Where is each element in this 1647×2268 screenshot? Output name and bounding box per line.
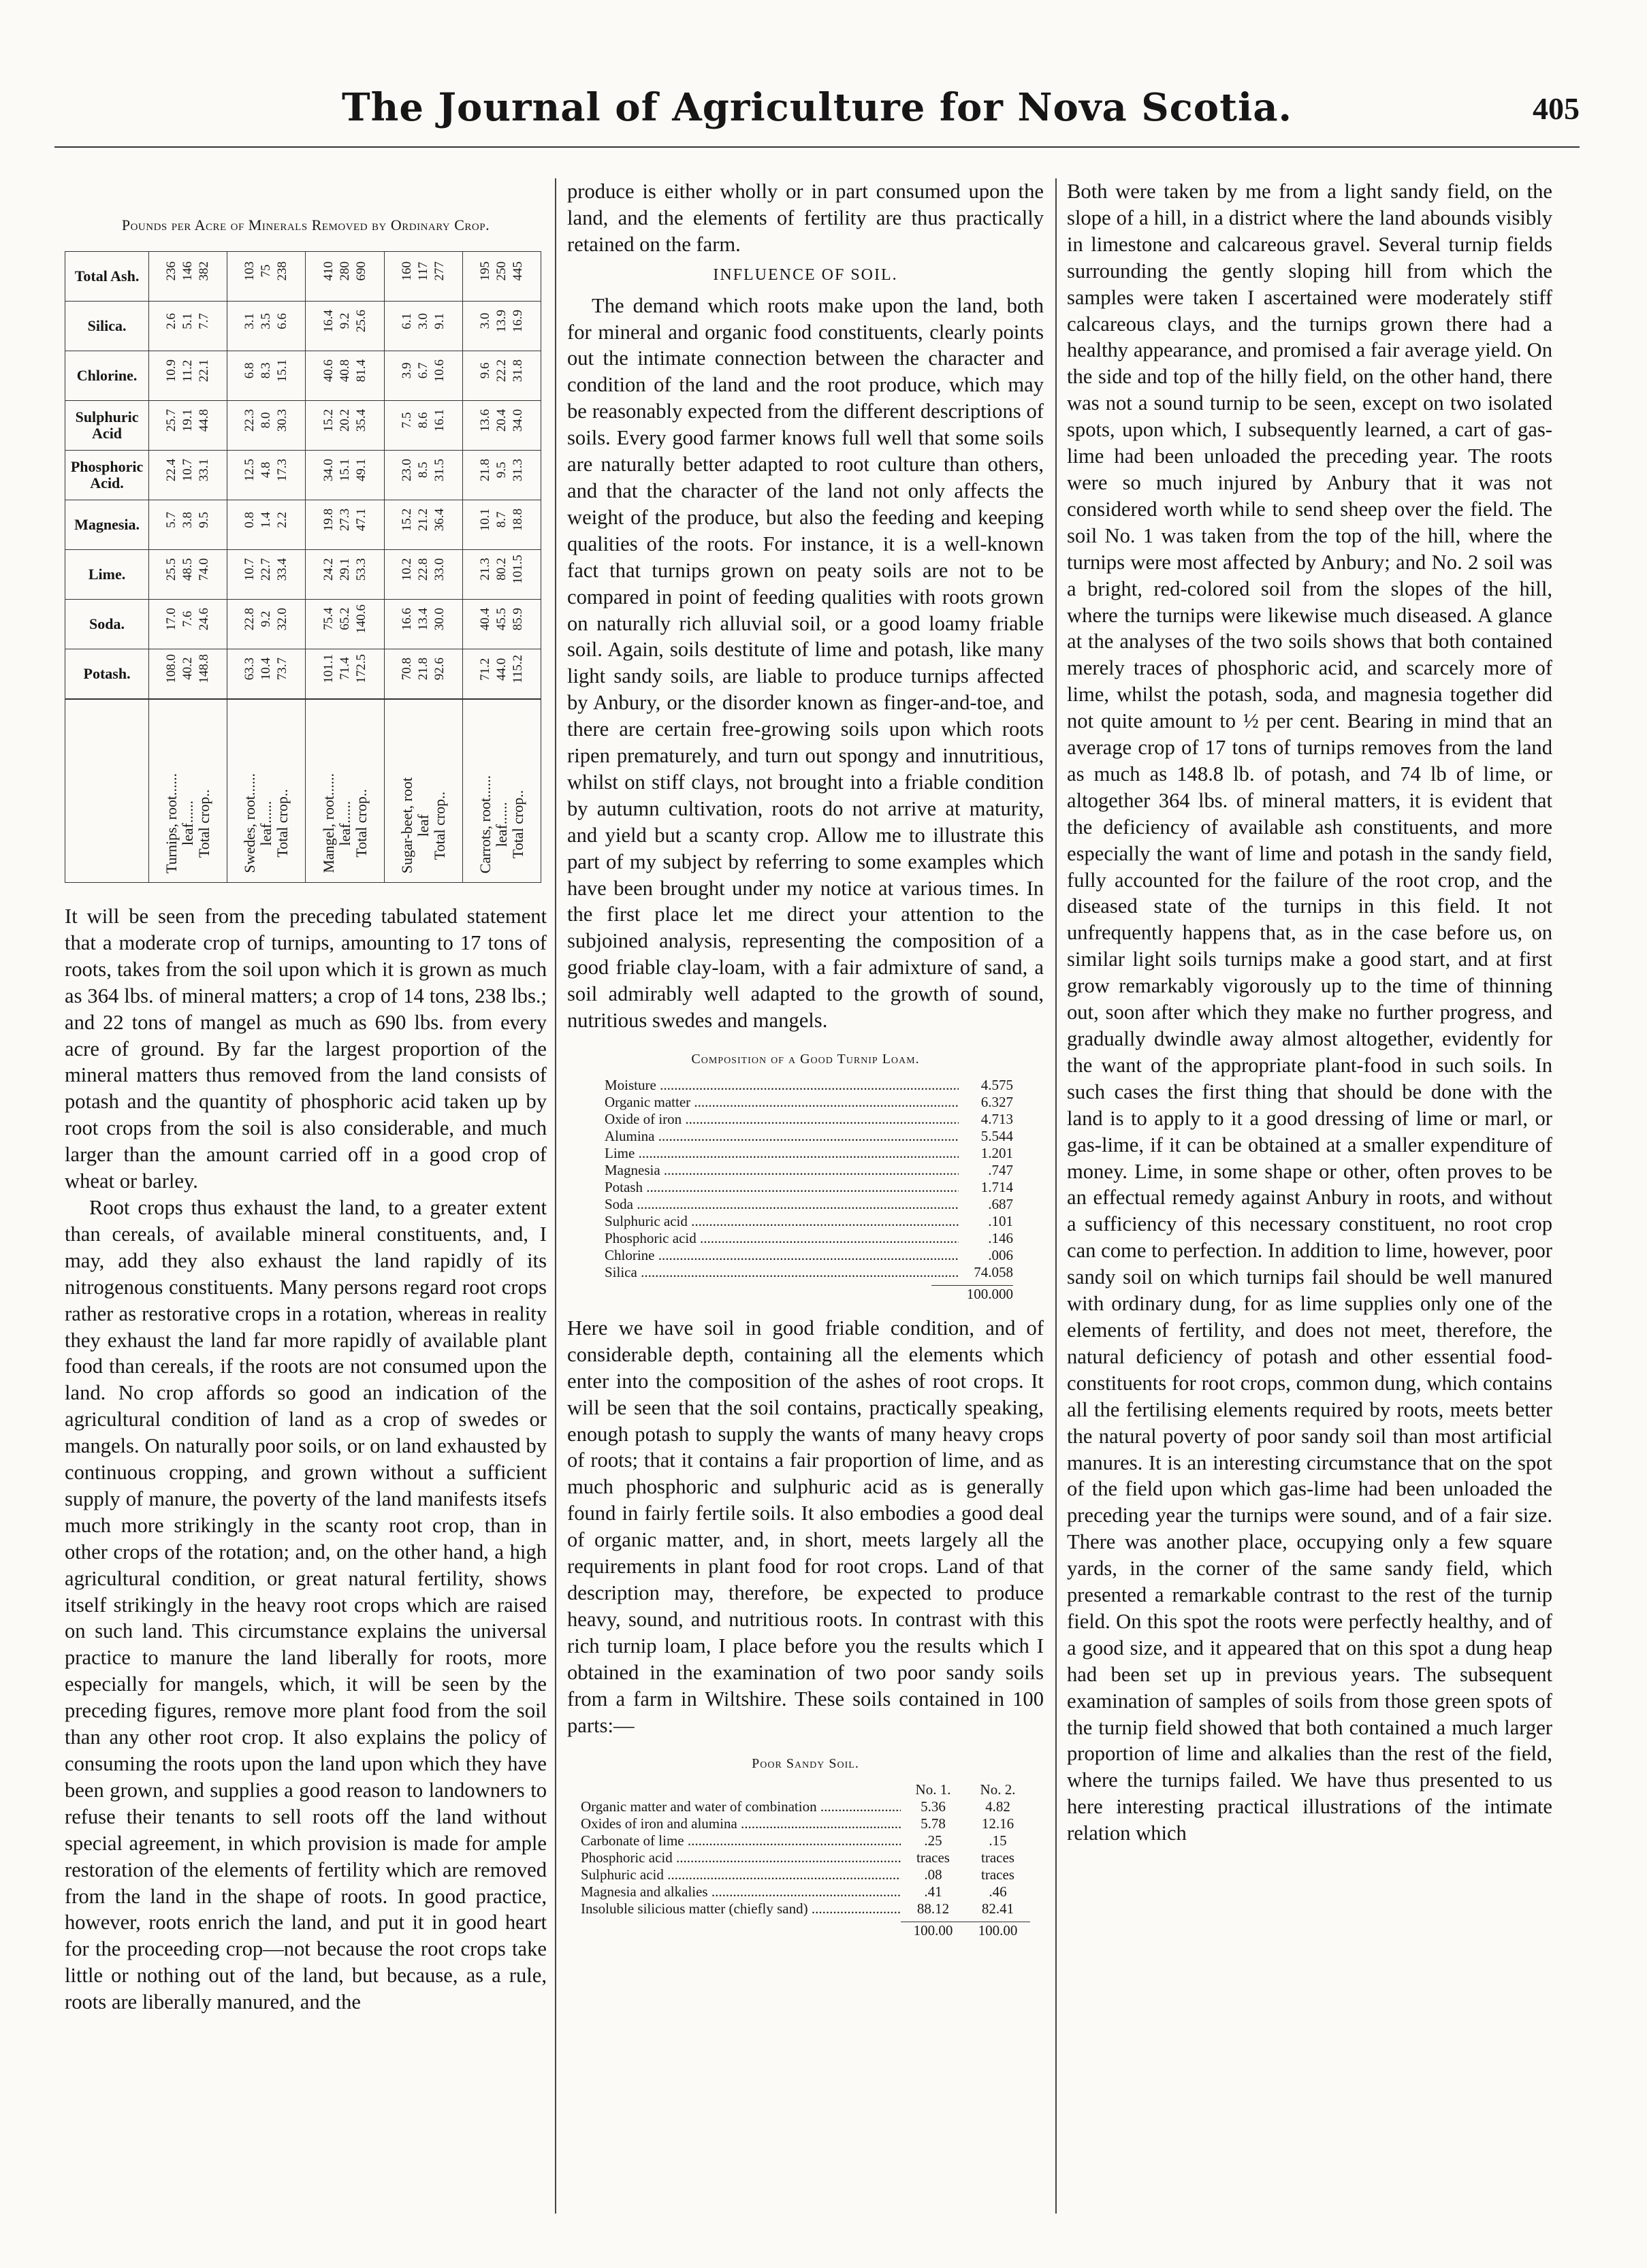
sandy-value-no1: .08 xyxy=(924,1866,942,1883)
sandy-row xyxy=(581,1832,1030,1849)
table-cell xyxy=(384,302,462,351)
cell-value: 195 250 445 xyxy=(477,261,525,281)
cell-value: 10.1 8.7 18.8 xyxy=(477,508,525,532)
cell-value: 410 280 690 xyxy=(321,261,368,281)
table-cell xyxy=(227,600,306,649)
row-label: Potash. xyxy=(65,649,149,700)
loam-label: Alumina ..... xyxy=(605,1128,959,1145)
sandy-row xyxy=(581,1849,1030,1866)
sandy-value-no2: 12.16 xyxy=(981,1815,1014,1832)
cell-value: 71.2 44.0 115.2 xyxy=(477,654,525,683)
running-header xyxy=(54,85,1580,148)
crop-label xyxy=(149,699,227,883)
table-cell xyxy=(306,451,384,500)
row-label: Lime. xyxy=(65,550,149,600)
table-cell xyxy=(227,550,306,600)
column-2 xyxy=(567,178,1044,2207)
cell-value: 0.8 1.4 2.2 xyxy=(242,511,290,528)
cell-value: 22.4 10.7 33.1 xyxy=(164,458,212,482)
table-cell xyxy=(149,401,227,451)
crop-label-text: Sugar-beet, root leaf Total crop.. xyxy=(398,777,448,874)
row-label: Total Ash. xyxy=(65,252,149,302)
loam-row xyxy=(605,1264,1013,1281)
loam-value: 74.058 xyxy=(974,1263,1013,1280)
loam-row xyxy=(605,1077,1013,1094)
loam-label: Organic matter ..... xyxy=(605,1094,959,1111)
sandy-row xyxy=(581,1866,1030,1883)
cell-value: 5.7 3.8 9.5 xyxy=(164,511,212,528)
cell-value: 34.0 15.1 49.1 xyxy=(321,458,368,482)
cell-value: 25.7 19.1 44.8 xyxy=(164,408,212,432)
loam-value: .101 xyxy=(988,1212,1013,1229)
cell-value: 23.0 8.5 31.5 xyxy=(399,458,447,482)
journal-title: The Journal of Agriculture for Nova Scotia. xyxy=(341,85,1293,130)
table-cell xyxy=(227,451,306,500)
cell-value: 40.4 45.5 85.9 xyxy=(477,607,525,631)
cell-value: 22.3 8.0 30.3 xyxy=(242,408,290,432)
sandy-value-no2: .46 xyxy=(989,1883,1007,1900)
sandy-label: Sulphuric acid ..... xyxy=(581,1866,901,1883)
loam-label: Chlorine ..... xyxy=(605,1247,959,1264)
table-cell xyxy=(306,302,384,351)
loam-label: Phosphoric acid ..... xyxy=(605,1230,959,1247)
column-header: No. 2. xyxy=(980,1781,1016,1798)
loam-label: Sulphuric acid ..... xyxy=(605,1213,959,1230)
table-cell xyxy=(306,401,384,451)
table-cell xyxy=(149,451,227,500)
table-cell xyxy=(462,500,541,550)
cell-value: 24.2 29.1 53.3 xyxy=(321,557,368,581)
sandy-value-no1: 5.78 xyxy=(921,1815,946,1832)
total-cell: 100.00 xyxy=(913,1922,953,1939)
crop-label xyxy=(384,699,462,883)
sandy-value-no1: .41 xyxy=(924,1883,942,1900)
sandy-label: Organic matter and water of combination ..... xyxy=(581,1798,901,1815)
cell-value: 17.0 7.6 24.6 xyxy=(164,607,212,631)
cell-value: 21.8 9.5 31.3 xyxy=(477,458,525,482)
cell-value: 236 146 382 xyxy=(164,261,212,281)
sandy-totals xyxy=(901,1922,1030,1939)
paragraph: It will be seen from the preceding tabulated statement that a moderate crop of turnips, amounting to 17 tons of roots, takes from the soil upon which it is grown as much as 364 lbs. of mineral matters; a crop of 14 tons, 238 lbs.; and 22 tons of mangel as much as 690 lbs. from every acre of ground. By far the largest proportion of the mineral matters thus removed from the land consists of potash and the quantity of phosphoric acid taken up by root crops from the soil is also considerable, and much larger than the amount carried off in a good crop of wheat or barley. xyxy=(65,905,547,1193)
crop-label-text: Carrots, root...... leaf...... Total crop.. xyxy=(476,775,526,874)
sandy-label: Magnesia and alkalies ..... xyxy=(581,1883,901,1900)
table-cell xyxy=(462,600,541,649)
crop-label-row xyxy=(65,699,541,883)
cell-value: 15.2 20.2 35.4 xyxy=(321,408,368,432)
sandy-value-no2: 4.82 xyxy=(985,1798,1010,1815)
cell-value: 2.6 5.1 7.7 xyxy=(164,312,212,329)
cell-value: 101.1 71.4 172.5 xyxy=(321,654,368,683)
table-cell xyxy=(384,451,462,500)
loam-table-caption: Composition of a Good Turnip Loam. xyxy=(691,1052,920,1067)
cell-value: 160 117 277 xyxy=(399,261,447,281)
table-cell xyxy=(227,252,306,302)
cell-value: 70.8 21.8 92.6 xyxy=(399,657,447,681)
sandy-table-header xyxy=(581,1781,1030,1798)
loam-value: 4.713 xyxy=(980,1110,1013,1127)
loam-label: Silica ..... xyxy=(605,1264,959,1281)
table-row xyxy=(65,649,541,700)
loam-row xyxy=(605,1247,1013,1264)
cell-value: 16.6 13.4 30.0 xyxy=(399,607,447,631)
table-cell xyxy=(149,351,227,401)
table-cell xyxy=(227,500,306,550)
loam-row xyxy=(605,1094,1013,1111)
cell-value: 25.5 48.5 74.0 xyxy=(164,557,212,581)
loam-row xyxy=(605,1111,1013,1128)
table-cell xyxy=(149,252,227,302)
loam-row xyxy=(605,1230,1013,1247)
loam-table xyxy=(605,1077,1013,1303)
cell-value: 103 75 238 xyxy=(242,261,290,281)
cell-value: 19.8 27.3 47.1 xyxy=(321,508,368,532)
minerals-table xyxy=(65,251,541,883)
loam-value: 1.714 xyxy=(980,1178,1013,1195)
sandy-value-no2: traces xyxy=(981,1866,1014,1883)
cell-value: 15.2 21.2 36.4 xyxy=(399,508,447,532)
sandy-label: Oxides of iron and alumina ..... xyxy=(581,1815,901,1832)
table-cell xyxy=(306,550,384,600)
loam-value: .006 xyxy=(988,1246,1013,1263)
table-cell xyxy=(227,649,306,700)
column-divider xyxy=(555,178,556,2214)
table-cell xyxy=(384,500,462,550)
sandy-label: Phosphoric acid ..... xyxy=(581,1849,901,1866)
sandy-value-no2: 82.41 xyxy=(981,1900,1014,1917)
loam-row xyxy=(605,1196,1013,1213)
loam-value: 4.575 xyxy=(980,1076,1013,1093)
sandy-row xyxy=(581,1815,1030,1832)
cell-value: 10.9 11.2 22.1 xyxy=(164,359,212,383)
sandy-value-no1: .25 xyxy=(924,1832,942,1849)
cell-value: 22.8 9.2 32.0 xyxy=(242,607,290,631)
cell-value: 3.1 3.5 6.6 xyxy=(242,312,290,329)
cell-value: 10.2 22.8 33.0 xyxy=(399,557,447,581)
table-row xyxy=(65,550,541,600)
table-cell xyxy=(462,451,541,500)
loam-row xyxy=(605,1213,1013,1230)
sandy-row xyxy=(581,1798,1030,1815)
loam-value: 5.544 xyxy=(980,1127,1013,1144)
cell-value: 9.6 22.2 31.8 xyxy=(477,359,525,383)
paragraph: produce is either wholly or in part consumed upon the land, and the elements of fertility are thus practically retained on the farm. xyxy=(567,180,1044,256)
column-3 xyxy=(1067,178,1552,2207)
loam-total: 100.000 xyxy=(931,1285,1013,1303)
crop-label xyxy=(306,699,384,883)
section-heading: INFLUENCE OF SOIL. xyxy=(713,265,898,284)
table-cell xyxy=(462,351,541,401)
paragraph: Root crops thus exhaust the land, to a greater extent than cereals, of available mineral constituents, and, I may, add they also exhaust the land rapidly of its nitrogenous constituents. Many persons regard root crops rather as restorative crops in a rotation, whereas in reality they exhaust the land far more rapidly of available plant food than cereals, if the roots are not consumed upon the land. No crop affords so good an indication of the agricultural condition of land as a crop of swedes or mangels. On naturally poor soils, or on land exhausted by continuous cropping, and grown without a sufficient supply of manure, the poverty of the land manifests itsefs much more strikingly in the scanty root crop, than in other crops of the rotation; and, on the other hand, a high agricultural condition, or great natural fertility, shows itself strikingly in the heavy root crops which are raised on such land. This circumstance explains the universal practice to manure the land liberally for roots, more especially for mangels, which, it will be seen by the preceding figures, remove more plant food from the soil than any other root crop. It also explains the policy of consuming the roots upon the land upon which they have been grown, and supplies a good reason to landowners to refuse their tenants to sell roots off the land without special agreement, in which provision is made for ample restoration of the elements of fertility which are removed from the land in the shape of roots. In good practice, however, roots enrich the land, and put it in good heart for the proceeding crop—not because the root crops take little or nothing out of the land, but because, as a rule, roots are liberally manured, and the xyxy=(65,1195,547,2014)
paragraph: Both were taken by me from a light sandy field, on the slope of a hill, in a district where the land abounds visibly in limestone and calcareous gravel. Several turnip fields surrounding the gently sloping hill from which the samples were taken I ascertained were moderately stiff calcareous clays, and the turnips grown there had a healthy appearance, and promised a fair average yield. On the side and top of the hilly field, on the other hand, there was not a sound turnip to be seen, except on two isolated spots, upon which, I subsequently learned, a cart of gas-lime had been unloaded the preceding year. The roots were so much injured by Anbury that it was not considered worth while to send sheep over the field. The soil No. 1 was taken from the top of the hill, where the turnips were most affected by Anbury; and No. 2 soil was a bright, red-colored soil from the slopes of the hill, where the turnips were likewise much diseased. A glance at the analyses of the two soils shows that both contained merely traces of phosphoric acid, and scarcely more of lime, whilst the potash, soda, and magnesia together did not quite amount to ½ per cent. Bearing in mind that an average crop of 17 tons of turnips removes from the land as much as 148.8 lb. of potash, and 74 lb of lime, or altogether 364 lbs. of mineral matters, it is evident that the deficiency of available ash constituents, and more especially the want of lime and potash in the sandy field, fully accounted for the failure of the root crop, and the diseased state of the turnips in this field. It not unfrequently happens that, as in the case before us, on similar light soils turnips make a good start, and at first grow remarkably vigorously up to the time of thinning out, soon after which they make no further progress, and gradually dwindle away almost altogether, evidently for the want of the appropriate plant-food in such soils. In such cases the first thing that should be done with the land is to apply to it a good dressing of lime or marl, or gas-lime, if it can be obtained at a smaller expenditure of money. Lime, in some shape or other, often proves to be an effectual remedy against Anbury in roots, and without a sufficiency of this necessary constituent, no root crop can come to perfection. In addition to lime, however, poor sandy soil on which turnips fail should be well manured with ordinary dung, for as lime supplies only one of the elements of fertility, and does not meet, therefore, the natural deficiency of potash and other essential food-constituents for root crops, common dung, which contains all the fertilising elements required by roots, meets better the natural poverty of poor sandy soil than most artificial manures. It is an interesting circumstance that on the spot of the field upon which gas-lime had been unloaded the preceding year the turnips were sound, and of a fair size. There was another place, occupying only a few square yards, in the corner of the same sandy field, which presented a remarkable contrast to the rest of the turnip field. On this spot the roots were perfectly healthy, and of a good size, and it appeared that on this spot a dung heap had been set up in previous years. The subsequent examination of samples of soils from those green spots of the turnip field showed that both contained a much larger proportion of lime and alkalies than the rest of the field, where the turnips failed. We have thus presented to us here interesting practical illustrations of the intimate relation which xyxy=(1067,180,1552,1845)
loam-label: Soda ..... xyxy=(605,1196,959,1213)
sandy-value-no1: 5.36 xyxy=(921,1798,946,1815)
sandy-label: Insoluble silicious matter (chiefly sand) ..... xyxy=(581,1900,901,1917)
crop-label xyxy=(462,699,541,883)
loam-value: 1.201 xyxy=(980,1144,1013,1161)
loam-label: Moisture ..... xyxy=(605,1077,959,1094)
row-label: Soda. xyxy=(65,600,149,649)
cell-value: 13.6 20.4 34.0 xyxy=(477,408,525,432)
table-cell xyxy=(306,500,384,550)
cell-value: 21.3 80.2 101.5 xyxy=(477,555,525,584)
loam-value: .687 xyxy=(988,1195,1013,1212)
sandy-value-no2: traces xyxy=(981,1849,1014,1866)
table-cell xyxy=(306,351,384,401)
cell-value: 16.4 9.2 25.6 xyxy=(321,309,368,333)
cell-value: 63.3 10.4 73.7 xyxy=(242,657,290,681)
loam-label: Oxide of iron ..... xyxy=(605,1111,959,1128)
minerals-table-caption: Pounds per Acre of Minerals Removed by Ordinary Crop. xyxy=(121,216,490,233)
cell-value: 75.4 65.2 140.6 xyxy=(321,604,368,634)
loam-value: .146 xyxy=(988,1229,1013,1246)
cell-value: 6.8 8.3 15.1 xyxy=(242,359,290,383)
table-cell xyxy=(384,550,462,600)
total-cell: 100.00 xyxy=(978,1922,1018,1939)
row-label: Silica. xyxy=(65,302,149,351)
loam-value: 6.327 xyxy=(980,1093,1013,1110)
table-cell xyxy=(384,649,462,700)
table-cell xyxy=(462,252,541,302)
table-cell xyxy=(462,649,541,700)
table-row xyxy=(65,401,541,451)
row-label: Phosphoric Acid. xyxy=(65,451,149,500)
sandy-soil-table xyxy=(581,1781,1030,1939)
table-row xyxy=(65,302,541,351)
row-label: Sulphuric Acid xyxy=(65,401,149,451)
sandy-label: Carbonate of lime ..... xyxy=(581,1832,901,1849)
table-cell xyxy=(462,401,541,451)
column-divider xyxy=(1055,178,1057,2214)
table-cell xyxy=(462,302,541,351)
table-cell xyxy=(384,401,462,451)
crop-label-text: Swedes, root...... leaf...... Total crop.. xyxy=(241,773,291,874)
table-cell xyxy=(227,302,306,351)
crop-label xyxy=(227,699,306,883)
crop-label-text: Turnips, root...... leaf...... Total crop.. xyxy=(163,773,213,874)
loam-value: .747 xyxy=(988,1161,1013,1178)
loam-row xyxy=(605,1179,1013,1196)
table-cell xyxy=(149,550,227,600)
cell-value: 108.0 40.2 148.8 xyxy=(164,654,212,683)
table-cell xyxy=(384,351,462,401)
table-cell xyxy=(227,351,306,401)
sandy-row xyxy=(581,1883,1030,1900)
cell-value: 7.5 8.6 16.1 xyxy=(399,408,447,432)
page-number: 405 xyxy=(1533,91,1580,126)
cell-value: 12.5 4.8 17.3 xyxy=(242,458,290,482)
paragraph: The demand which roots make upon the land, both for mineral and organic food constituents, clearly points out the intimate connection between the character and condition of the land and the root produce, which may be reasonably expected from the different descriptions of soils. Every good farmer knows full well that some soils are naturally better adapted to root culture than others, and that the character of the land not only affects the weight of the produce, but also the feeding and keeping qualities of the roots. For instance, it is a well-known fact that turnips grown on peaty soils are not to be compared in point of feeding qualities with roots grown on naturally rich alluvial soil, or a good loamy friable soil. Again, soils destitute of lime and potash, like many light sandy soils, are liable to produce turnips affected by Anbury, or the disorder known as finger-and-toe, and there are certain free-growing soils upon which roots ripen prematurely, and turn out spongy and innutritious, whilst on stiff clays, not brought into a friable condition by autumn cultivation, roots do not arrive at maturity, and yield but a scanty crop. Allow me to illustrate this part of my subject by referring to some examples which have been brought under my notice at various times. In the first place let me direct your attention to the subjoined analysis, representing the composition of a good friable clay-loam, with a fair admixture of sand, a soil admirably well adapted to the growth of sound, nutritious swedes and mangels. xyxy=(567,293,1044,1033)
loam-row xyxy=(605,1162,1013,1179)
loam-label: Magnesia ..... xyxy=(605,1162,959,1179)
cell-value: 3.0 13.9 16.9 xyxy=(477,309,525,333)
loam-label: Potash ..... xyxy=(605,1179,959,1196)
cell-value: 6.1 3.0 9.1 xyxy=(399,312,447,329)
table-cell xyxy=(149,302,227,351)
sandy-value-no1: 88.12 xyxy=(916,1900,950,1917)
table-cell xyxy=(227,401,306,451)
table-cell xyxy=(306,600,384,649)
row-label: Chlorine. xyxy=(65,351,149,401)
cell-value: 3.9 6.7 10.6 xyxy=(399,359,447,383)
table-cell xyxy=(149,500,227,550)
table-cell xyxy=(462,550,541,600)
row-label: Magnesia. xyxy=(65,500,149,550)
table-cell xyxy=(306,252,384,302)
table-cell xyxy=(306,649,384,700)
table-row xyxy=(65,500,541,550)
table-cell xyxy=(149,600,227,649)
blank-cell xyxy=(65,699,149,883)
table-cell xyxy=(384,600,462,649)
loam-label: Lime ..... xyxy=(605,1145,959,1162)
column-1 xyxy=(65,178,547,2207)
crop-label-text: Mangel, root...... leaf...... Total crop.. xyxy=(319,773,370,874)
table-row xyxy=(65,252,541,302)
cell-value: 10.7 22.7 33.4 xyxy=(242,557,290,581)
sandy-value-no1: traces xyxy=(916,1849,950,1866)
sandy-value-no2: .15 xyxy=(989,1832,1007,1849)
table-row xyxy=(65,600,541,649)
loam-row xyxy=(605,1128,1013,1145)
loam-row xyxy=(605,1145,1013,1162)
table-row xyxy=(65,351,541,401)
sandy-table-caption: Poor Sandy Soil. xyxy=(752,1756,859,1772)
table-cell xyxy=(384,252,462,302)
table-cell xyxy=(149,649,227,700)
table-row xyxy=(65,451,541,500)
cell-value: 40.6 40.8 81.4 xyxy=(321,359,368,383)
column-header: No. 1. xyxy=(915,1781,951,1798)
sandy-row xyxy=(581,1900,1030,1917)
paragraph: Here we have soil in good friable condition, and of considerable depth, containing all the elements which enter into the composition of the ashes of root crops. It will be seen that the soil contains, practically speaking, enough potash to supply the wants of many heavy crops of roots; that it contains a fair proportion of lime, and as much phosphoric and sulphuric acid as is generally found in fairly fertile soils. It also embodies a good deal of organic matter, and, in short, meets largely all the requirements in plant food for root crops. Land of that description may, therefore, be expected to produce heavy, sound, and nutritious roots. In contrast with this rich turnip loam, I place before you the results which I obtained in the examination of two poor sandy soils from a farm in Wiltshire. These soils contained in 100 parts:— xyxy=(567,1316,1044,1737)
